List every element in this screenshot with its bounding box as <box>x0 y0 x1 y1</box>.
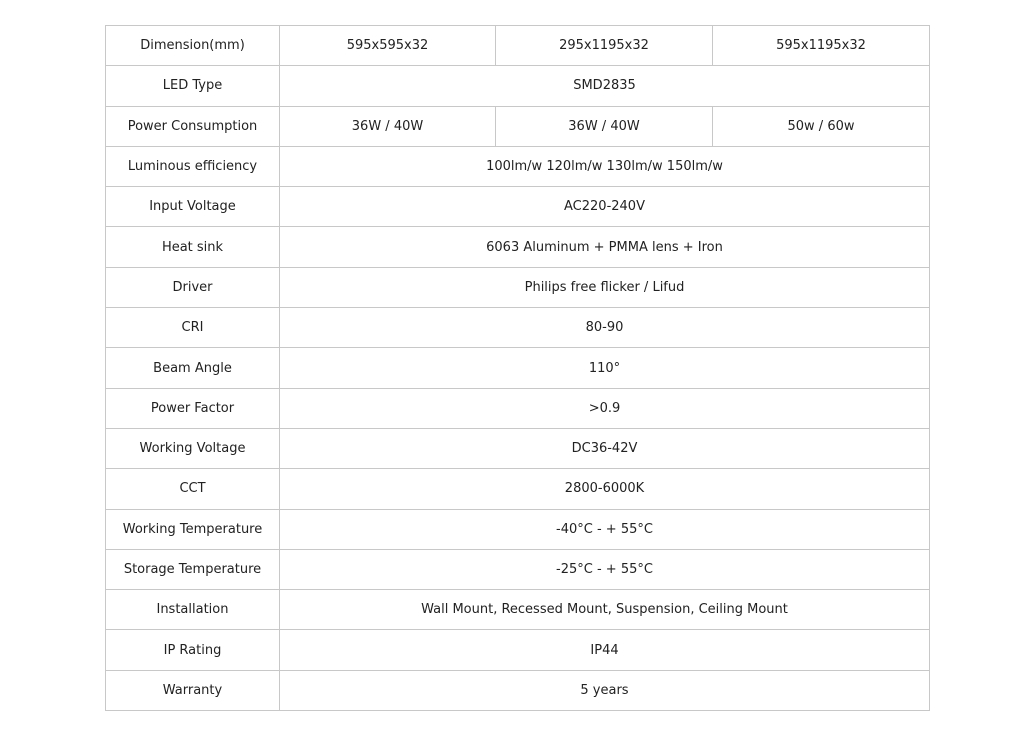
value-cri: 80-90 <box>280 308 930 348</box>
value-power-consumption-595x595: 36W / 40W <box>280 106 496 146</box>
row-led-type <box>106 66 930 106</box>
value-beam-angle: 110° <box>280 348 930 388</box>
value-storage-temperature: -25°C - + 55°C <box>280 549 930 589</box>
row-power-consumption <box>106 106 930 146</box>
value-luminous-efficiency: 100lm/w 120lm/w 130lm/w 150lm/w <box>280 146 930 186</box>
value-input-voltage: AC220-240V <box>280 187 930 227</box>
value-led-type: SMD2835 <box>280 66 930 106</box>
value-dimension-595x595: 595x595x32 <box>280 26 496 66</box>
row-input-voltage <box>106 187 930 227</box>
value-dimension-295x1195: 295x1195x32 <box>496 26 713 66</box>
label-luminous-efficiency: Luminous efficiency <box>106 146 280 186</box>
label-cct: CCT <box>106 469 280 509</box>
value-working-temperature: -40°C - + 55°C <box>280 509 930 549</box>
label-driver: Driver <box>106 267 280 307</box>
row-working-temperature <box>106 509 930 549</box>
label-warranty: Warranty <box>106 670 280 710</box>
label-dimension: Dimension(mm) <box>106 26 280 66</box>
row-beam-angle <box>106 348 930 388</box>
label-ip-rating: IP Rating <box>106 630 280 670</box>
value-heat-sink: 6063 Aluminum + PMMA lens + Iron <box>280 227 930 267</box>
row-dimension <box>106 26 930 66</box>
value-power-consumption-295x1195: 36W / 40W <box>496 106 713 146</box>
value-dimension-595x1195: 595x1195x32 <box>713 26 930 66</box>
label-beam-angle: Beam Angle <box>106 348 280 388</box>
row-heat-sink <box>106 227 930 267</box>
row-luminous-efficiency <box>106 146 930 186</box>
value-power-factor: >0.9 <box>280 388 930 428</box>
label-working-temperature: Working Temperature <box>106 509 280 549</box>
row-warranty <box>106 670 930 710</box>
value-warranty: 5 years <box>280 670 930 710</box>
row-cri <box>106 308 930 348</box>
value-ip-rating: IP44 <box>280 630 930 670</box>
row-working-voltage <box>106 428 930 468</box>
row-storage-temperature <box>106 549 930 589</box>
value-driver: Philips free flicker / Lifud <box>280 267 930 307</box>
label-storage-temperature: Storage Temperature <box>106 549 280 589</box>
spec-table-body <box>106 26 930 711</box>
row-installation <box>106 590 930 630</box>
label-power-consumption: Power Consumption <box>106 106 280 146</box>
value-cct: 2800-6000K <box>280 469 930 509</box>
row-driver <box>106 267 930 307</box>
label-power-factor: Power Factor <box>106 388 280 428</box>
label-working-voltage: Working Voltage <box>106 428 280 468</box>
row-cct <box>106 469 930 509</box>
row-power-factor <box>106 388 930 428</box>
label-heat-sink: Heat sink <box>106 227 280 267</box>
value-power-consumption-595x1195: 50w / 60w <box>713 106 930 146</box>
label-led-type: LED Type <box>106 66 280 106</box>
value-working-voltage: DC36-42V <box>280 428 930 468</box>
label-installation: Installation <box>106 590 280 630</box>
row-ip-rating <box>106 630 930 670</box>
label-cri: CRI <box>106 308 280 348</box>
spec-table <box>105 25 930 711</box>
value-installation: Wall Mount, Recessed Mount, Suspension, Ceiling Mount <box>280 590 930 630</box>
label-input-voltage: Input Voltage <box>106 187 280 227</box>
